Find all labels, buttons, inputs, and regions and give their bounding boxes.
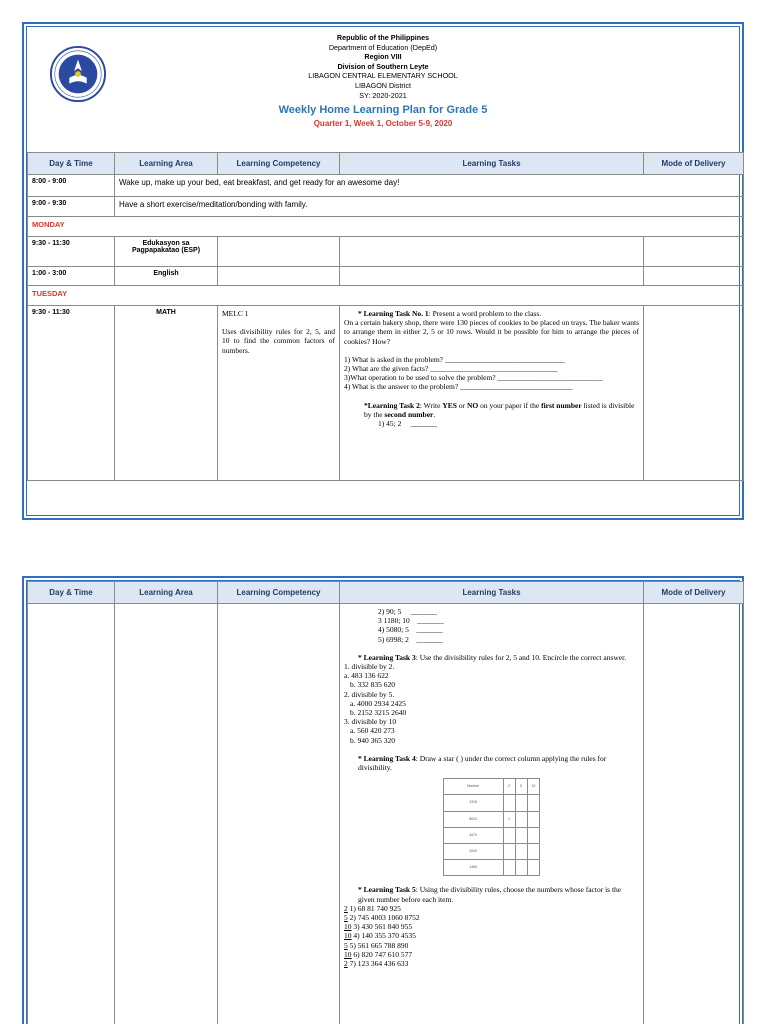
task2-item-text: 3 1180; 10 xyxy=(378,616,410,626)
task3-line: b. 940 365 320 xyxy=(350,735,395,745)
page-inner-border xyxy=(26,580,740,1024)
day-row-tuesday xyxy=(28,286,744,306)
mini-row xyxy=(443,811,540,827)
row-competency xyxy=(218,306,340,481)
mini-cell xyxy=(515,795,527,811)
task5-item xyxy=(344,913,639,922)
col-learning-tasks: Learning Tasks xyxy=(340,582,644,604)
task4-intro: : Draw a star ( ) under the correct column applying the rules for divisibility. xyxy=(358,753,607,773)
task5-item-text: 2) 745 4003 1060 8752 xyxy=(349,913,420,923)
row-time xyxy=(28,604,115,1024)
task3-label: * Learning Task 3 xyxy=(358,652,416,662)
task5-intro: : Using the divisibility rules, choose the numbers whose factor is the given number before each item. xyxy=(358,885,622,904)
task2-text: listed is divisible by the xyxy=(364,400,635,419)
task1-label: * Learning Task No. 1 xyxy=(358,309,429,318)
mini-cell xyxy=(527,860,540,876)
task4-divisibility-table xyxy=(443,778,541,876)
mini-cell xyxy=(527,811,540,827)
mini-cell xyxy=(503,844,515,860)
row-activity: Wake up, make up your bed, eat breakfast, and get ready for an awesome day! xyxy=(115,175,744,197)
task2-item: 1) 45; 2 _______ xyxy=(378,419,437,429)
task1-problem: On a certain bakery shop, there were 130 pieces of cookies to be placed on trays. The baker wants to arrange them in either 2, 5 or 10 rows. Would it be possible for him to arrange the pieces of cookies? How? xyxy=(344,318,639,346)
task5-factor: 10 xyxy=(344,931,352,941)
task1-intro: : Present a word problem to the class. xyxy=(428,309,542,318)
learning-plan-table xyxy=(27,152,744,481)
department-line: Department of Education (DepEd) xyxy=(328,42,438,52)
task5-item xyxy=(344,959,639,968)
quarter-line: Quarter 1, Week 1, October 5-9, 2020 xyxy=(313,119,453,129)
document-header xyxy=(27,27,739,152)
plan-title: Weekly Home Learning Plan for Grade 5 xyxy=(278,104,488,117)
task3-line: 1. divisible by 2. xyxy=(344,662,395,672)
row-learning-area: MATH xyxy=(115,306,218,481)
task3-line: 2. divisible by 5. xyxy=(344,689,395,699)
task5-item-text: 3) 430 561 840 955 xyxy=(353,922,413,932)
task2-item-text: 4) 5080; 5 xyxy=(378,625,409,635)
task2-item-text: 1) 45; 2 xyxy=(378,419,402,429)
mini-cell xyxy=(503,827,515,843)
task3-line: b. 332 835 620 xyxy=(350,680,395,690)
task5-item xyxy=(344,922,639,931)
task3-line: b. 2152 3215 2640 xyxy=(350,708,407,718)
task2-text: on your paper if the xyxy=(478,400,542,410)
school-line: LIBAGON CENTRAL ELEMENTARY SCHOOL xyxy=(308,71,458,81)
day-row-monday xyxy=(28,217,744,237)
col-mode-of-delivery: Mode of Delivery xyxy=(644,153,744,175)
task2-item-text: 2) 90; 5 xyxy=(378,607,402,616)
mini-row xyxy=(443,795,540,811)
task5-factor: 5 xyxy=(344,940,348,950)
table-row xyxy=(28,175,744,197)
task2-text: . xyxy=(433,409,436,419)
row-tasks xyxy=(340,306,644,481)
learning-plan-table-continued xyxy=(27,581,744,1024)
col-learning-competency: Learning Competency xyxy=(218,153,340,175)
division-line: Division of Southern Leyte xyxy=(337,61,429,71)
row-tasks xyxy=(340,604,644,1024)
row-learning-area xyxy=(115,604,218,1024)
melc-label: MELC 1 xyxy=(222,309,249,318)
mini-row xyxy=(443,844,540,860)
task2-item: 3 1180; 10 _______ xyxy=(378,616,444,626)
mini-header-row xyxy=(443,779,540,795)
task3-line: a. 483 136 622 xyxy=(344,671,389,681)
row-mode xyxy=(644,306,744,481)
row-tasks xyxy=(340,237,644,267)
task5-factor: 2 xyxy=(344,903,348,913)
task2-no: NO xyxy=(466,400,479,410)
task5-item-text: 5) 561 665 788 890 xyxy=(349,940,409,950)
area-line: Pagpapakatao (ESP) xyxy=(131,247,201,254)
row-mode xyxy=(644,604,744,1024)
mini-cell: 8022 xyxy=(443,811,503,827)
task5-factor: 2 xyxy=(344,959,348,969)
table-row xyxy=(28,237,744,267)
task5-item xyxy=(344,941,639,950)
task3-line: 3. divisible by 10 xyxy=(344,717,397,727)
row-mode xyxy=(644,237,744,267)
row-time: 1:00 - 3:00 xyxy=(28,267,115,286)
competency-text: Uses divisibility rules for 2, 5, and 10 to find the common factors of numbers. xyxy=(222,327,335,355)
mini-row xyxy=(443,860,540,876)
mini-cell xyxy=(515,844,527,860)
task2-label: *Learning Task 2 xyxy=(364,400,420,410)
task2-text: : Write xyxy=(419,400,443,410)
day-label: TUESDAY xyxy=(28,286,744,306)
mini-cell: 4670 xyxy=(443,827,503,843)
mini-cell: 1 xyxy=(503,811,515,827)
task5-factor: 5 xyxy=(344,913,348,923)
col-day-time: Day & Time xyxy=(28,582,115,604)
task5-item xyxy=(344,950,639,959)
mini-cell xyxy=(503,860,515,876)
mini-cell: 1450 xyxy=(443,860,503,876)
task5-item xyxy=(344,931,639,940)
row-time: 9:30 - 11:30 xyxy=(28,306,115,481)
task5-item-text: 7) 123 364 436 633 xyxy=(349,959,409,969)
table-row xyxy=(28,306,744,481)
col-day-time: Day & Time xyxy=(28,153,115,175)
row-mode xyxy=(644,267,744,286)
col-learning-competency: Learning Competency xyxy=(218,582,340,604)
row-time: 8:00 - 9:00 xyxy=(28,175,115,197)
republic-line: Republic of the Philippines xyxy=(336,33,430,42)
mini-cell xyxy=(515,827,527,843)
mini-cell: 10 xyxy=(527,779,540,795)
task2-item: 2) 90; 5 _______ xyxy=(378,607,437,616)
mini-cell xyxy=(503,795,515,811)
task4-label: * Learning Task 4 xyxy=(358,753,416,763)
district-line: LIBAGON District xyxy=(355,80,411,90)
task3-intro: : Use the divisibility rules for 2, 5 and 10. Encircle the correct answer. xyxy=(415,652,627,662)
mini-cell xyxy=(515,811,527,827)
col-learning-area: Learning Area xyxy=(115,153,218,175)
school-year-line: SY: 2020-2021 xyxy=(359,90,407,100)
row-competency xyxy=(218,604,340,1024)
mini-cell: 5 xyxy=(515,779,527,795)
area-line: Edukasyon sa xyxy=(142,240,190,247)
region-line: Region VIII xyxy=(364,52,402,62)
document-page-2 xyxy=(22,576,744,1024)
task2-item-text: 5) 6998; 2 xyxy=(378,634,409,644)
mini-cell: 2 xyxy=(503,779,515,795)
task3-line: a. 560 420 273 xyxy=(350,726,395,736)
task2-item: 5) 6998; 2 _______ xyxy=(378,634,443,644)
mini-cell xyxy=(527,827,540,843)
task2-first: first number xyxy=(541,400,582,410)
row-learning-area xyxy=(115,237,218,267)
mini-cell: 2040 xyxy=(443,844,503,860)
mini-cell xyxy=(527,844,540,860)
mini-cell: Number xyxy=(443,779,503,795)
row-tasks xyxy=(340,267,644,286)
task1-question: 1) What is asked in the problem? ________________________________ xyxy=(344,354,565,364)
table-header-row xyxy=(28,582,744,604)
task5-factor: 10 xyxy=(344,949,352,959)
task2-item: 4) 5080; 5 _______ xyxy=(378,625,443,635)
task5-item-text: 1) 68 81 740 925 xyxy=(349,903,401,913)
mini-cell: 4315 xyxy=(443,795,503,811)
document-page-1 xyxy=(22,22,744,520)
task1-question: 3)What operation to be used to solve the problem? ____________________________ xyxy=(344,373,603,383)
row-time: 9:30 - 11:30 xyxy=(28,237,115,267)
task5-item-text: 4) 140 355 370 4535 xyxy=(353,931,416,941)
task2-instructions xyxy=(344,401,639,419)
col-mode-of-delivery: Mode of Delivery xyxy=(644,582,744,604)
row-competency xyxy=(218,267,340,286)
task5-label: * Learning Task 5 xyxy=(358,885,416,895)
table-row xyxy=(28,604,744,1024)
row-learning-area: English xyxy=(115,267,218,286)
task2-yes: YES xyxy=(442,400,457,410)
mini-cell xyxy=(515,860,527,876)
task1-question: 4) What is the answer to the problem? ______________________________ xyxy=(344,382,573,392)
mini-cell xyxy=(527,795,540,811)
task3-line: a. 4000 2934 2425 xyxy=(350,698,406,708)
row-competency xyxy=(218,237,340,267)
task5-factor: 10 xyxy=(344,922,352,932)
table-row xyxy=(28,197,744,217)
page-inner-border xyxy=(26,26,740,516)
table-row xyxy=(28,267,744,286)
col-learning-area: Learning Area xyxy=(115,582,218,604)
row-time: 9:00 - 9:30 xyxy=(28,197,115,217)
row-activity: Have a short exercise/meditation/bonding with family. xyxy=(115,197,744,217)
task5-item xyxy=(344,904,639,913)
task2-second: second number xyxy=(384,409,434,419)
task2-text: or xyxy=(456,400,467,410)
day-label: MONDAY xyxy=(28,217,744,237)
mini-row xyxy=(443,827,540,843)
col-learning-tasks: Learning Tasks xyxy=(340,153,644,175)
task5-item-text: 6) 820 747 610 577 xyxy=(353,949,413,959)
task1-question: 2) What are the given facts? __________________________________ xyxy=(344,364,558,374)
table-header-row xyxy=(28,153,744,175)
